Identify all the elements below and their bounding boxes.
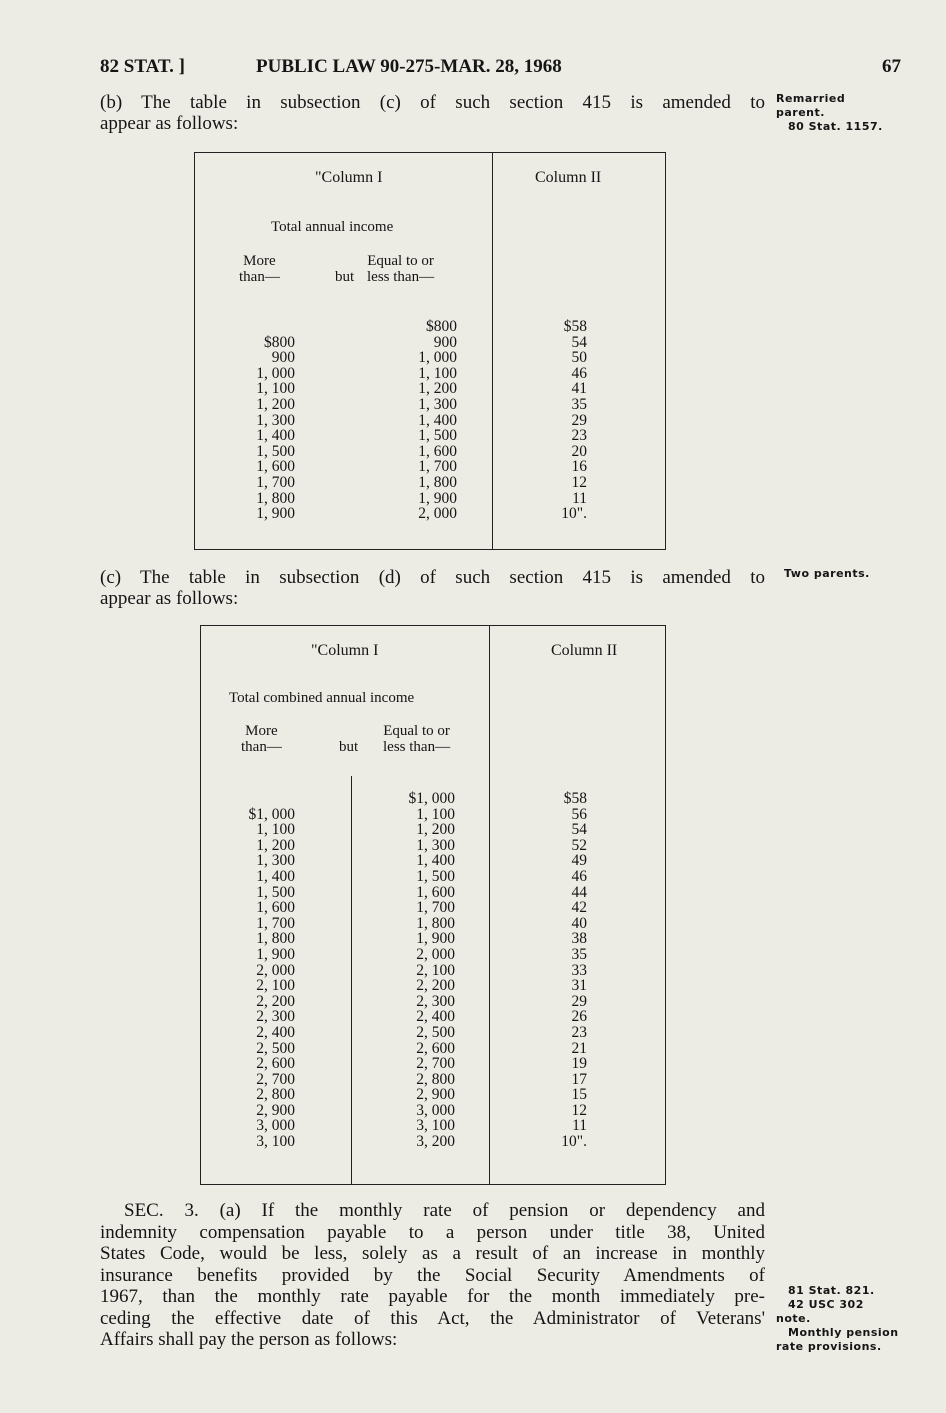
table-cell-more-than: [249, 791, 296, 807]
margin-note-line: Monthly pension: [788, 1326, 899, 1339]
table-cell-equal-to: 1, 100: [418, 364, 457, 382]
table-cell-more-than: 1, 700: [256, 473, 295, 491]
table-cell-equal-to: $1, 000: [408, 790, 455, 807]
margin-note-line: 42 USC 302: [788, 1298, 864, 1311]
more-than-column: [256, 319, 295, 522]
table-cell-equal-to: 1, 900: [418, 489, 457, 507]
table-cell-column-ii: 15: [571, 1086, 587, 1104]
header-title: PUBLIC LAW 90-275-MAR. 28, 1968: [256, 56, 562, 77]
margin-note-line: Two parents.: [784, 567, 870, 580]
column-i-header: "Column I: [315, 169, 383, 186]
header-stat-reference: 82 STAT. ]: [100, 56, 185, 77]
table-cell-equal-to: 1, 800: [416, 914, 455, 932]
table-cell-equal-to: 2, 300: [416, 992, 455, 1010]
header-line: less than—: [383, 739, 451, 755]
table-cell-column-ii: 29: [571, 992, 587, 1010]
table-cell-equal-to: 2, 600: [416, 1039, 455, 1057]
table-cell-equal-to: 2, 700: [416, 1055, 455, 1073]
table-cell-column-ii: 35: [571, 395, 587, 413]
header-line: than—: [239, 269, 280, 285]
table-cell-more-than: 2, 100: [256, 977, 295, 995]
table-cell-equal-to: 2, 400: [416, 1008, 455, 1026]
table-cell-column-ii: 56: [571, 805, 587, 823]
more-than-header: [239, 253, 280, 285]
table-cell-equal-to: 1, 800: [418, 473, 457, 491]
table-cell-more-than: 1, 100: [256, 380, 295, 398]
section-3-line: States Code, would be less, solely as a result of an increase in monthly: [100, 1243, 765, 1264]
table-cell-equal-to: 3, 100: [416, 1117, 455, 1135]
header-line: Equal to or: [383, 723, 450, 739]
table-cell-equal-to: 2, 200: [416, 977, 455, 995]
table-cell-equal-to: $800: [426, 318, 457, 335]
table-cell-column-ii: 11: [572, 489, 587, 507]
column-divider: [489, 626, 490, 1184]
section-3-line: 1967, than the monthly rate payable for the month immediately pre-: [100, 1286, 765, 1307]
table-cell-column-ii: 46: [571, 364, 587, 382]
table-cell-column-ii: 50: [571, 349, 587, 367]
table-cell-more-than: 2, 800: [256, 1086, 295, 1104]
table-cell-column-ii: 19: [571, 1055, 587, 1073]
equal-to-column: [409, 791, 456, 1150]
table-cell-more-than: 1, 700: [256, 914, 295, 932]
section-3-line: insurance benefits provided by the Social Security Amendments of: [100, 1264, 765, 1286]
margin-note-line: rate provisions.: [776, 1340, 882, 1353]
table-cell-equal-to: 3, 200: [416, 1133, 455, 1151]
table-cell-more-than: 2, 500: [256, 1039, 295, 1057]
table-remarried-parent: [194, 152, 666, 550]
margin-note-line: 81 Stat. 821.: [788, 1284, 875, 1297]
table-cell-more-than: 2, 000: [256, 961, 295, 979]
table-cell-column-ii: 31: [571, 977, 587, 995]
table-cell-column-ii: 26: [571, 1008, 587, 1026]
more-than-column: [249, 791, 296, 1150]
column-ii-values: [561, 791, 587, 1150]
table-cell-more-than: 900: [271, 349, 295, 367]
table-cell-column-ii: 33: [571, 961, 587, 979]
table-cell-more-than: 2, 300: [256, 1008, 295, 1026]
table-cell-column-ii: 42: [571, 899, 587, 917]
table-cell-equal-to: 1, 400: [418, 411, 457, 429]
paragraph-c: [100, 567, 765, 609]
table-cell-equal-to: 1, 300: [418, 395, 457, 413]
margin-note-remarried: [776, 92, 883, 134]
table-cell-equal-to: 1, 500: [418, 427, 457, 445]
table-cell-more-than: 1, 800: [256, 489, 295, 507]
equal-to-column: [418, 319, 457, 522]
section-3-line: Affairs shall pay the person as follows:: [100, 1329, 398, 1350]
table-cell-equal-to: 3, 000: [416, 1101, 455, 1119]
table-cell-column-ii: 16: [571, 458, 587, 476]
column-divider: [492, 153, 493, 549]
table-cell-column-ii: 20: [571, 442, 587, 460]
column-ii-header: Column II: [535, 169, 602, 186]
table-cell-equal-to: 1, 200: [416, 821, 455, 839]
paragraph-c-line: (c) The table in subsection (d) of such section 415 is amended to: [100, 567, 765, 588]
table-cell-column-ii: 21: [571, 1039, 587, 1057]
table-cell-column-ii: 44: [571, 883, 587, 901]
table-cell-more-than: 1, 200: [256, 395, 295, 413]
table-cell-column-ii: 23: [571, 1023, 587, 1041]
table-cell-column-ii: 10".: [561, 1133, 587, 1151]
column-i-header: "Column I: [311, 642, 379, 659]
margin-note-line: note.: [776, 1312, 811, 1325]
section-3-line: ceding the effective date of this Act, the Administrator of Veterans': [100, 1307, 765, 1329]
table-cell-more-than: 1, 600: [256, 899, 295, 917]
income-header: Total annual income: [271, 219, 394, 235]
paragraph-c-line: appear as follows:: [100, 588, 239, 609]
table-cell-more-than: 1, 000: [256, 364, 295, 382]
income-header: Total combined annual income: [229, 690, 415, 706]
table-cell-more-than: 1, 100: [256, 821, 295, 839]
table-cell-more-than: 2, 200: [256, 992, 295, 1010]
table-cell-more-than: $1, 000: [248, 805, 295, 823]
table-cell-equal-to: 1, 600: [416, 883, 455, 901]
table-cell-equal-to: 2, 500: [416, 1023, 455, 1041]
table-cell-equal-to: 1, 500: [416, 867, 455, 885]
table-cell-more-than: 2, 600: [256, 1055, 295, 1073]
table-two-parents: [200, 625, 666, 1185]
table-cell-column-ii: 38: [571, 930, 587, 948]
table-cell-equal-to: 2, 900: [416, 1086, 455, 1104]
margin-note-line: 80 Stat. 1157.: [788, 120, 883, 133]
table-cell-column-ii: $58: [563, 318, 587, 335]
section-3-line: SEC. 3. (a) If the monthly rate of pension or dependency and: [124, 1200, 765, 1221]
table-cell-column-ii: $58: [563, 790, 587, 807]
table-cell-column-ii: 35: [571, 945, 587, 963]
but-label: but: [335, 269, 355, 285]
equal-to-header: [383, 723, 450, 755]
table-cell-equal-to: 1, 100: [416, 805, 455, 823]
table-cell-equal-to: 2, 000: [418, 505, 457, 523]
table-cell-more-than: 1, 200: [256, 836, 295, 854]
table-cell-more-than: 1, 400: [256, 427, 295, 445]
header-line: than—: [241, 739, 282, 755]
table-cell-more-than: 1, 300: [256, 852, 295, 870]
table-cell-equal-to: 1, 000: [418, 349, 457, 367]
table-cell-more-than: 2, 400: [256, 1023, 295, 1041]
table-cell-equal-to: 1, 900: [416, 930, 455, 948]
table-cell-more-than: 3, 100: [256, 1133, 295, 1151]
table-cell-more-than: 2, 900: [256, 1101, 295, 1119]
table-cell-more-than: 1, 900: [256, 505, 295, 523]
table-cell-more-than: 1, 800: [256, 930, 295, 948]
table-cell-equal-to: 1, 600: [418, 442, 457, 460]
table-cell-more-than: 1, 500: [256, 883, 295, 901]
table-cell-column-ii: 49: [571, 852, 587, 870]
table-cell-equal-to: 1, 200: [418, 380, 457, 398]
page-number: 67: [882, 56, 901, 77]
table-cell-more-than: 3, 000: [256, 1117, 295, 1135]
header-line: More: [243, 253, 276, 269]
table-cell-column-ii: 54: [571, 821, 587, 839]
table-cell-column-ii: 29: [571, 411, 587, 429]
table-cell-more-than: 1, 400: [256, 867, 295, 885]
table-cell-equal-to: 2, 100: [416, 961, 455, 979]
table-cell-column-ii: 10".: [561, 505, 587, 523]
table-cell-more-than: 2, 700: [256, 1070, 295, 1088]
paragraph-b: [100, 92, 765, 134]
section-3-line: indemnity compensation payable to a person under title 38, United: [100, 1221, 765, 1243]
but-label: but: [339, 739, 359, 755]
table-cell-equal-to: 900: [433, 333, 457, 351]
margin-note-line: parent.: [776, 106, 825, 119]
table-cell-equal-to: 1, 300: [416, 836, 455, 854]
table-cell-equal-to: 1, 400: [416, 852, 455, 870]
table-cell-column-ii: 52: [571, 836, 587, 854]
table-cell-equal-to: 2, 000: [416, 945, 455, 963]
table-cell-column-ii: 12: [571, 1101, 587, 1119]
table-cell-column-ii: 11: [572, 1117, 587, 1135]
table-cell-column-ii: 17: [571, 1070, 587, 1088]
table-cell-equal-to: 1, 700: [418, 458, 457, 476]
table-cell-column-ii: 54: [571, 333, 587, 351]
table-cell-more-than: 1, 900: [256, 945, 295, 963]
column-divider: [351, 776, 352, 1184]
margin-note-line: Remarried: [776, 92, 846, 105]
table-cell-column-ii: 40: [571, 914, 587, 932]
table-cell-more-than: 1, 300: [256, 411, 295, 429]
header-line: More: [245, 723, 278, 739]
table-cell-more-than: 1, 500: [256, 442, 295, 460]
table-cell-more-than: 1, 600: [256, 458, 295, 476]
header-line: Equal to or: [367, 253, 434, 269]
table-cell-column-ii: 23: [571, 427, 587, 445]
table-cell-column-ii: 46: [571, 867, 587, 885]
table-cell-column-ii: 41: [571, 380, 587, 398]
table-cell-more-than: $800: [264, 333, 295, 351]
column-ii-values: [561, 319, 587, 522]
margin-note-section-3: [776, 1284, 899, 1354]
more-than-header: [241, 723, 282, 755]
paragraph-b-line: (b) The table in subsection (c) of such section 415 is amended to: [100, 92, 765, 113]
margin-note-two-parents: [784, 567, 870, 581]
column-ii-header: Column II: [551, 642, 618, 659]
table-cell-column-ii: 12: [571, 473, 587, 491]
table-cell-equal-to: 1, 700: [416, 899, 455, 917]
header-line: less than—: [367, 269, 435, 285]
table-cell-equal-to: 2, 800: [416, 1070, 455, 1088]
paragraph-b-line: appear as follows:: [100, 113, 239, 134]
table-cell-more-than: [256, 319, 295, 335]
section-3-text: [100, 1200, 765, 1351]
equal-to-header: [367, 253, 434, 285]
